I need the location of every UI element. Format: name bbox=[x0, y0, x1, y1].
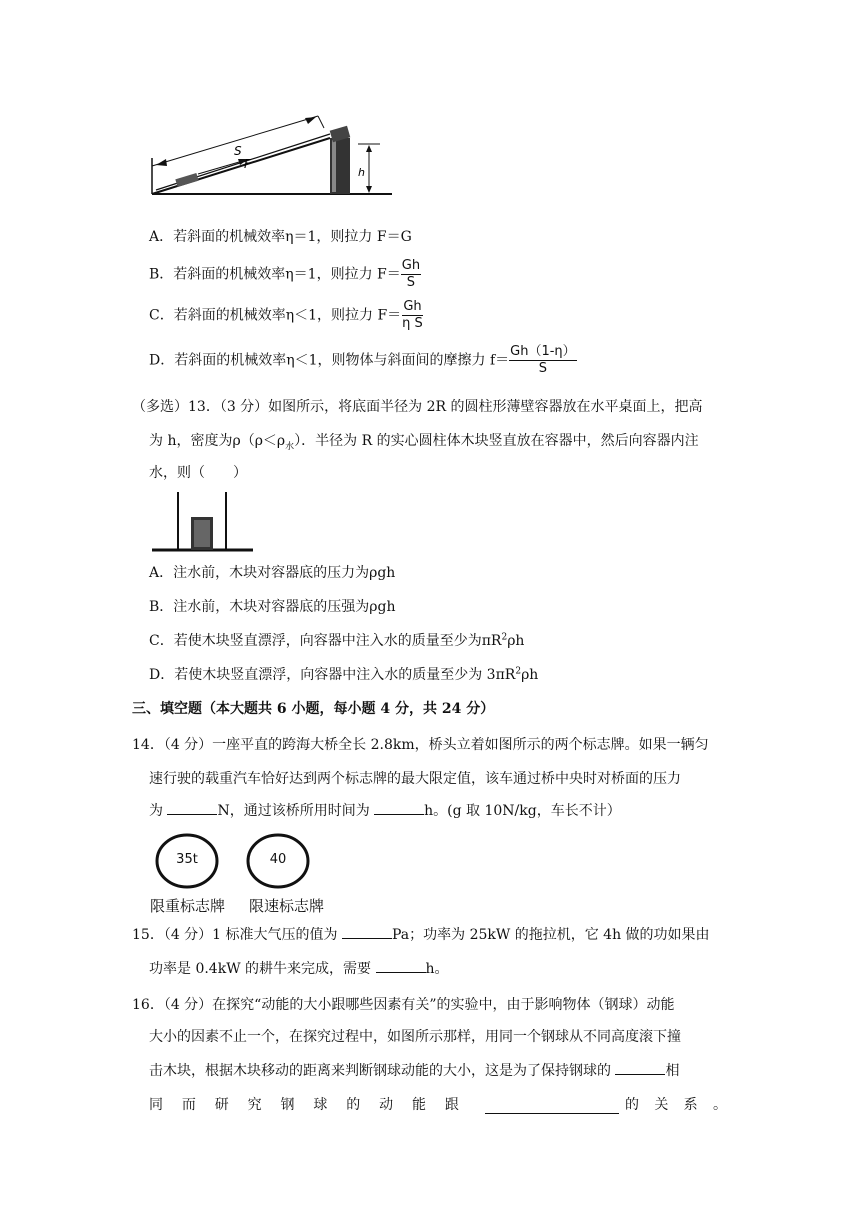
q13-option-a: A．注水前，木块对容器底的压力为ρgh bbox=[149, 565, 396, 581]
q15-line-2-rest: h。 bbox=[425, 961, 449, 977]
q14-line-1: 14．（4 分）一座平直的跨海大桥全长 2.8km，桥头立着如图所示的两个标志牌。如果一辆匀 bbox=[132, 737, 709, 753]
q15-line-2 bbox=[149, 958, 449, 978]
q16-line-2: 大小的因素不止一个，在探究过程中，如图所示那样，用同一个钢球从不同高度滚下撞 bbox=[149, 1029, 681, 1045]
fraction-den: S bbox=[538, 361, 548, 376]
q15-line-2-text: 功率是 0.4kW 的耕牛来完成，需要 bbox=[149, 961, 376, 977]
char: 的 bbox=[346, 1097, 361, 1113]
q16-line-3 bbox=[149, 1060, 679, 1080]
char: 跟 bbox=[444, 1097, 459, 1113]
answer-blank[interactable] bbox=[374, 800, 424, 815]
q12-option-d bbox=[149, 344, 577, 377]
char: 而 bbox=[181, 1097, 196, 1113]
q12-option-d-text: D．若斜面的机械效率η＜1，则物体与斜面间的摩擦力 f＝ bbox=[149, 352, 510, 369]
q14-line-3-end: h。(g 取 10N/kg，车长不计） bbox=[424, 803, 621, 819]
answer-blank[interactable] bbox=[615, 1060, 665, 1075]
fraction-gh-eta-s bbox=[401, 299, 424, 332]
section-heading: 三、填空题（本大题共 6 小题，每小题 4 分，共 24 分） bbox=[132, 701, 495, 717]
char: 的 bbox=[625, 1097, 639, 1113]
container-figure bbox=[150, 490, 255, 554]
fraction-num: Gh bbox=[403, 299, 422, 314]
q16-line-4 bbox=[149, 1094, 727, 1114]
q13-option-c-rest: ρh bbox=[507, 633, 525, 649]
incline-figure bbox=[148, 110, 398, 202]
q16-line-3-rest: 相 bbox=[665, 1063, 680, 1079]
q16-line-3-text: 击木块，根据木块移动的距离来判断钢球动能的大小，这是为了保持钢球的 bbox=[149, 1063, 616, 1079]
q13-line-2 bbox=[149, 430, 699, 452]
q12-option-b bbox=[149, 258, 421, 291]
fraction-num: Gh bbox=[401, 258, 421, 273]
fraction-gh-s bbox=[401, 258, 421, 291]
fraction-den: S bbox=[406, 275, 416, 290]
char: 究 bbox=[247, 1097, 262, 1113]
q13-option-d-text: D．若使木块竖直漂浮，向容器中注入水的质量至少为 3πR bbox=[149, 667, 516, 683]
weight-limit-value: 35t bbox=[176, 852, 198, 867]
speed-limit-label: 限速标志牌 bbox=[249, 897, 325, 915]
q16-line-1: 16．（4 分）在探究“动能的大小跟哪些因素有关”的实验中，由于影响物体（钢球）动能 bbox=[132, 997, 675, 1013]
q13-line-3: 水，则（ ） bbox=[149, 465, 247, 481]
answer-blank[interactable] bbox=[485, 1099, 619, 1114]
q15-line-1 bbox=[132, 924, 710, 944]
answer-blank[interactable] bbox=[167, 800, 217, 815]
char: 关 bbox=[654, 1097, 669, 1113]
answer-blank[interactable] bbox=[376, 958, 426, 973]
q15-line-1-rest: Pa；功率为 25kW 的拖拉机，它 4h 做的功如果由 bbox=[391, 927, 710, 943]
q16-line-4-chars bbox=[149, 1094, 459, 1114]
char: 同 bbox=[149, 1097, 163, 1113]
q13-option-d bbox=[149, 664, 538, 684]
speed-limit-value: 40 bbox=[269, 852, 287, 867]
superscript: 2 bbox=[515, 666, 522, 677]
q13-option-b: B．注水前，木块对容器底的压强为ρgh bbox=[149, 599, 396, 615]
fraction-num: Gh（1-η） bbox=[510, 344, 576, 359]
q13-option-c-text: C．若使木块竖直漂浮，向容器中注入水的质量至少为πR bbox=[149, 633, 502, 649]
q13-option-d-rest: ρh bbox=[521, 667, 539, 683]
char: 能 bbox=[412, 1097, 426, 1113]
fraction-friction bbox=[509, 344, 577, 377]
q13-line-2-rest: ）．半径为 R 的实心圆柱体木块竖直放在容器中，然后向容器内注 bbox=[294, 433, 699, 449]
char: 研 bbox=[214, 1097, 229, 1113]
q12-option-c-text: C．若斜面的机械效率η＜1，则拉力 F＝ bbox=[149, 307, 402, 324]
q12-option-a: A．若斜面的机械效率η＝1，则拉力 F＝G bbox=[149, 229, 412, 245]
char: 球 bbox=[313, 1097, 328, 1113]
q14-line-3-mid: N，通过该桥所用时间为 bbox=[217, 803, 375, 819]
q14-line-2: 速行驶的载重汽车恰好达到两个标志牌的最大限定值，该车通过桥中央时对桥面的压力 bbox=[149, 771, 681, 787]
subscript-water: 水 bbox=[285, 441, 295, 452]
q16-line-4-tail bbox=[625, 1094, 727, 1114]
q13-option-c bbox=[149, 630, 524, 650]
q13-line-2-text: 为 h，密度为ρ（ρ＜ρ bbox=[149, 433, 286, 449]
char: 钢 bbox=[280, 1097, 295, 1113]
superscript: 2 bbox=[501, 632, 508, 643]
char: 动 bbox=[379, 1097, 394, 1113]
q13-line-1: （多选）13．（3 分）如图所示，将底面半径为 2R 的圆柱形薄壁容器放在水平桌面上，把高 bbox=[132, 399, 703, 415]
q12-option-b-text: B．若斜面的机械效率η＝1，则拉力 F＝ bbox=[149, 266, 401, 283]
q15-line-1-text: 15．（4 分）1 标准大气压的值为 bbox=[132, 927, 342, 943]
weight-limit-label: 限重标志牌 bbox=[150, 897, 226, 915]
char: 。 bbox=[712, 1097, 727, 1113]
fraction-den: η S bbox=[402, 316, 423, 331]
q14-line-3 bbox=[149, 800, 621, 820]
q14-line-3-text: 为 bbox=[149, 803, 168, 819]
label-f: F bbox=[244, 157, 251, 171]
answer-blank[interactable] bbox=[342, 924, 392, 939]
char: 系 bbox=[683, 1097, 698, 1113]
label-h: h bbox=[358, 166, 365, 179]
q12-option-c bbox=[149, 299, 424, 332]
label-s: S bbox=[234, 144, 242, 158]
